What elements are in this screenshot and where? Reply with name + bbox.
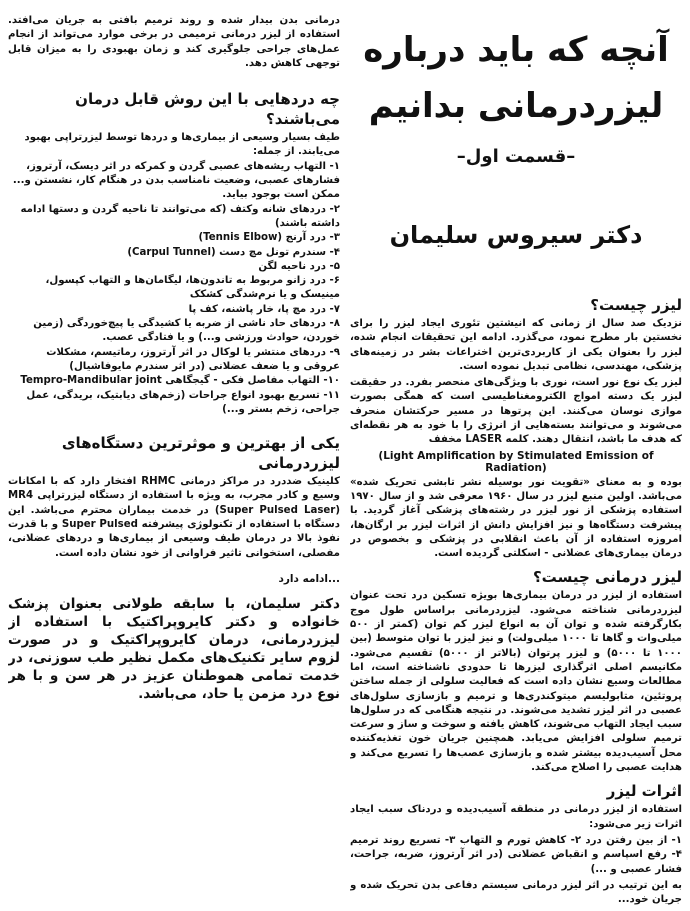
title-line-1: آنچه که باید درباره [363, 30, 669, 70]
author-bio: دکتر سلیمان، با سابقه طولانی بعنوان پزشک خانواده و دکتر کایروپراکتیک با استفاده از لیزردرمانی، درمان کایروپراکتیک و در صورت لزوم سایر تکنیک‌های مکمل نظیر طب سوزنی، در خدمت تمامی هموطنان عزیز در هر سن و با هر نوع درد مزمن یا حاد، می‌باشد. [8, 595, 340, 702]
section-heading-laser-therapy: لیزر درمانی چیست؟ [532, 568, 682, 587]
section-heading-what-is-laser: لیزر چیست؟ [590, 296, 682, 314]
right-column [350, 0, 682, 911]
paragraph: استفاده از لیزر در درمان بیماری‌ها بویژه تسکین درد تحت عنوان لیزردرمانی شناخته می‌شود. لیزردرمانی براساس طول موج بکارگرفته شده و توان آن به انواع لیزر کم توان (کمتر از ۵۰۰ میلی‌وات و گاها تا ۱۰۰۰ میلی‌ولت) و نیز لیزر با توان متوسط (بین ۱۰۰۰ تا ۵۰۰۰) و لیزر پرتوان (بالاتر از ۵۰۰۰) تقسیم می‌شود. مکانیسم اصلی اثرگذاری لیزرها تا حدودی ناشناخته است، اما مطالعات وسیع نشان داده است که فعالیت سلولی از جمله ساختن پروتئین، متابولیسم میتوکندری‌ها و ترمیم و بازسازی سلول‌های عصبی در اثر لیزر تشدید می‌شوند. در نتیجه هنگامی که در سلول‌ها سبب ایجاد التهاب می‌شوند، کاهش یافته و سوخت و ساز و سرعت ترمیم سلولی افزایش می‌یابد. همچنین جریان خون تغذیه‌کننده محل آسیب‌دیده بیشتر شده و بازسازی عصب‌ها را تسریع می‌کند و هدایت عصبی را اصلاح می‌کند. [350, 590, 682, 774]
title-line-2: لیزردرمانی بدانیم [368, 86, 664, 126]
paragraph: نزدیک صد سال از زمانی که انیشتین تئوری ایجاد لیزر را برای نخستین بار مطرح نمود، می‌گذرد. ادامه این تحقیقات انجام شده، لیزر را بعنوان یکی از کاربردی‌ترین اختراعات بشر در زمینه‌های پزشکی، مهندسی، نظامی تبدیل نموده است. [350, 318, 682, 372]
section-heading-best-device: یکی از بهترین و موثرترین دستگاه‌های لیزردرمانی [61, 434, 340, 473]
article-title [350, 22, 682, 134]
list-item: ۲- دردهای شانه وکتف (که می‌توانند تا ناحیه گردن و دستها ادامه داشته باشند) [20, 203, 340, 229]
list-item: ۱- التهاب ریشه‌های عصبی گردن و کمرکه در اثر دیسک، آرتروز، فشارهای عصبی، وضعیت نامناسب بدن در هنگام کار، نشستن و... ممکن است بوجود بیاید. [12, 160, 340, 201]
list-item: ۶- درد زانو مربوط به تاندون‌ها، لیگامان‌ها و التهاب کپسول، مینیسک و یا نرم‌شدگی کشکک [45, 275, 340, 301]
list-item: ۵- درد ناحیه لگن [258, 260, 340, 272]
list-item: ۴- سندرم تونل مچ دست (Carpul Tunnel) [127, 246, 340, 258]
author-name: دکتر سیروس سلیمان [389, 221, 643, 249]
list-intro: طیف بسیار وسیعی از بیماری‌ها و دردها توسط لیزرتراپی بهبود می‌یابند. از جمله: [24, 132, 340, 158]
paragraph: به این ترتیب در اثر لیزر درمانی سیستم دفاعی بدن تحریک شده و جریان خود... [350, 879, 682, 906]
paragraph: بوده و به معنای «تقویت نور بوسیله نشر تابشی تحریک شده» می‌باشد. اولین منبع لیزر در سال ۱۹۶۰ معرفی شد و از سال ۱۹۷۰ استفاده پزشکی از نور لیزر در رشته‌های پزشکی آغاز گردید. با پیشرفت دستگاه‌ها و نیز افزایش دانش از اثرات لیزر بر ارگان‌ها، امروزه استفاده از آن باعث انقلابی در پزشکی و بخصوص در درمان بیماری‌های عضلانی - اسکلتی گردیده است. [350, 476, 682, 560]
list-item: ۸- دردهای حاد ناشی از ضربه یا کشیدگی یا پیچ‌خوردگی (زمین خوردن، حوادث ورزشی و...) و یا فتادگی عصب. [33, 318, 340, 344]
laser-acronym-expansion: (Light Amplification by Stimulated Emission of Radiation) [378, 449, 654, 474]
list-item: ۹- دردهای منتشر یا لوکال در اثر آرتروز، رماتیسم، مشکلات عروقی و یا ضعف عضلانی (در اثر سندرم مایوفاشیال) [46, 346, 340, 372]
list-item: ۳- درد آرنج (Tennis Elbow) [198, 232, 340, 244]
paragraph: ۱- از بین رفتن درد ۲- کاهش تورم و التهاب ۳- تسریع روند ترمیم ۴- رفع اسپاسم و انقباض عضلانی (در اثر آرتروز، ضربه، جراحت، فشار عصبی و ...) [350, 834, 682, 875]
list-item: ۱۰- التهاب مفاصل فکی - گیجگاهی Tempro-Mandibular joint [20, 375, 340, 387]
paragraph: کلینیک ضددرد در مراکز درمانی RHMC افتخار دارد که با امکانات وسیع و کادر مجرب، به ویژه با استفاده از دستگاه لیزرتراپی MR4 (Super Pulsed Laser) در خدمت بیماران محترم می‌باشد. این دستگاه با استفاده از تکنولوژی پیشرفته Super Pulsed و با قدرت نفوذ بالا در درمان طیف وسیعی از بیماری‌ها و دردهای عضلانی، مفصلی، استخوانی تاثیر فراوانی از خود نشان داده است. [8, 476, 340, 559]
paragraph: استفاده از لیزر درمانی در منطقه آسیب‌دیده و دردناک سبب ایجاد اثرات زیر می‌شود: [350, 804, 682, 830]
continued-note: ...ادامه دارد [278, 572, 340, 585]
list-item: ۷- درد مچ پا، خار پاشنه، کف پا [188, 303, 340, 315]
list-item: ۱۱- تسریع بهبود انواع جراحات (زخم‌های دیابتیک، بریدگی، عمل جراحی، زخم بستر و...) [26, 389, 340, 415]
article-subtitle: –قسمت اول– [456, 146, 576, 167]
section-heading-treatable-pain: چه دردهایی با این روش قابل درمان می‌باشند؟ [75, 90, 340, 129]
paragraph: لیزر یک نوع نور است، نوری با ویژگی‌های منحصر بفرد. در حقیقت لیزر یک دسته امواج الکترومغناطیسی است که همگی بصورت موازی نوسان می‌کنند. این پرتوها در مسیر حرکتشان منحرف می‌شوند و می‌توانند بسته‌هایی از انرژی را با خود به هر نقطه‌ای که هدف ما باشد، انتقال دهند. کلمه LASER مخفف [350, 377, 682, 446]
paragraph: درمانی بدن بیدار شده و روند ترمیم بافتی به جریان می‌افتد. استفاده از لیزر درمانی ترمیمی در برخی موارد می‌تواند از انجام عمل‌های جراحی جلوگیری کند و زمان بهبودی را به میزان قابل توجهی کاهش دهد. [8, 15, 340, 69]
left-column [8, 0, 340, 911]
section-heading-laser-effects: اثرات لیزر [606, 782, 682, 801]
